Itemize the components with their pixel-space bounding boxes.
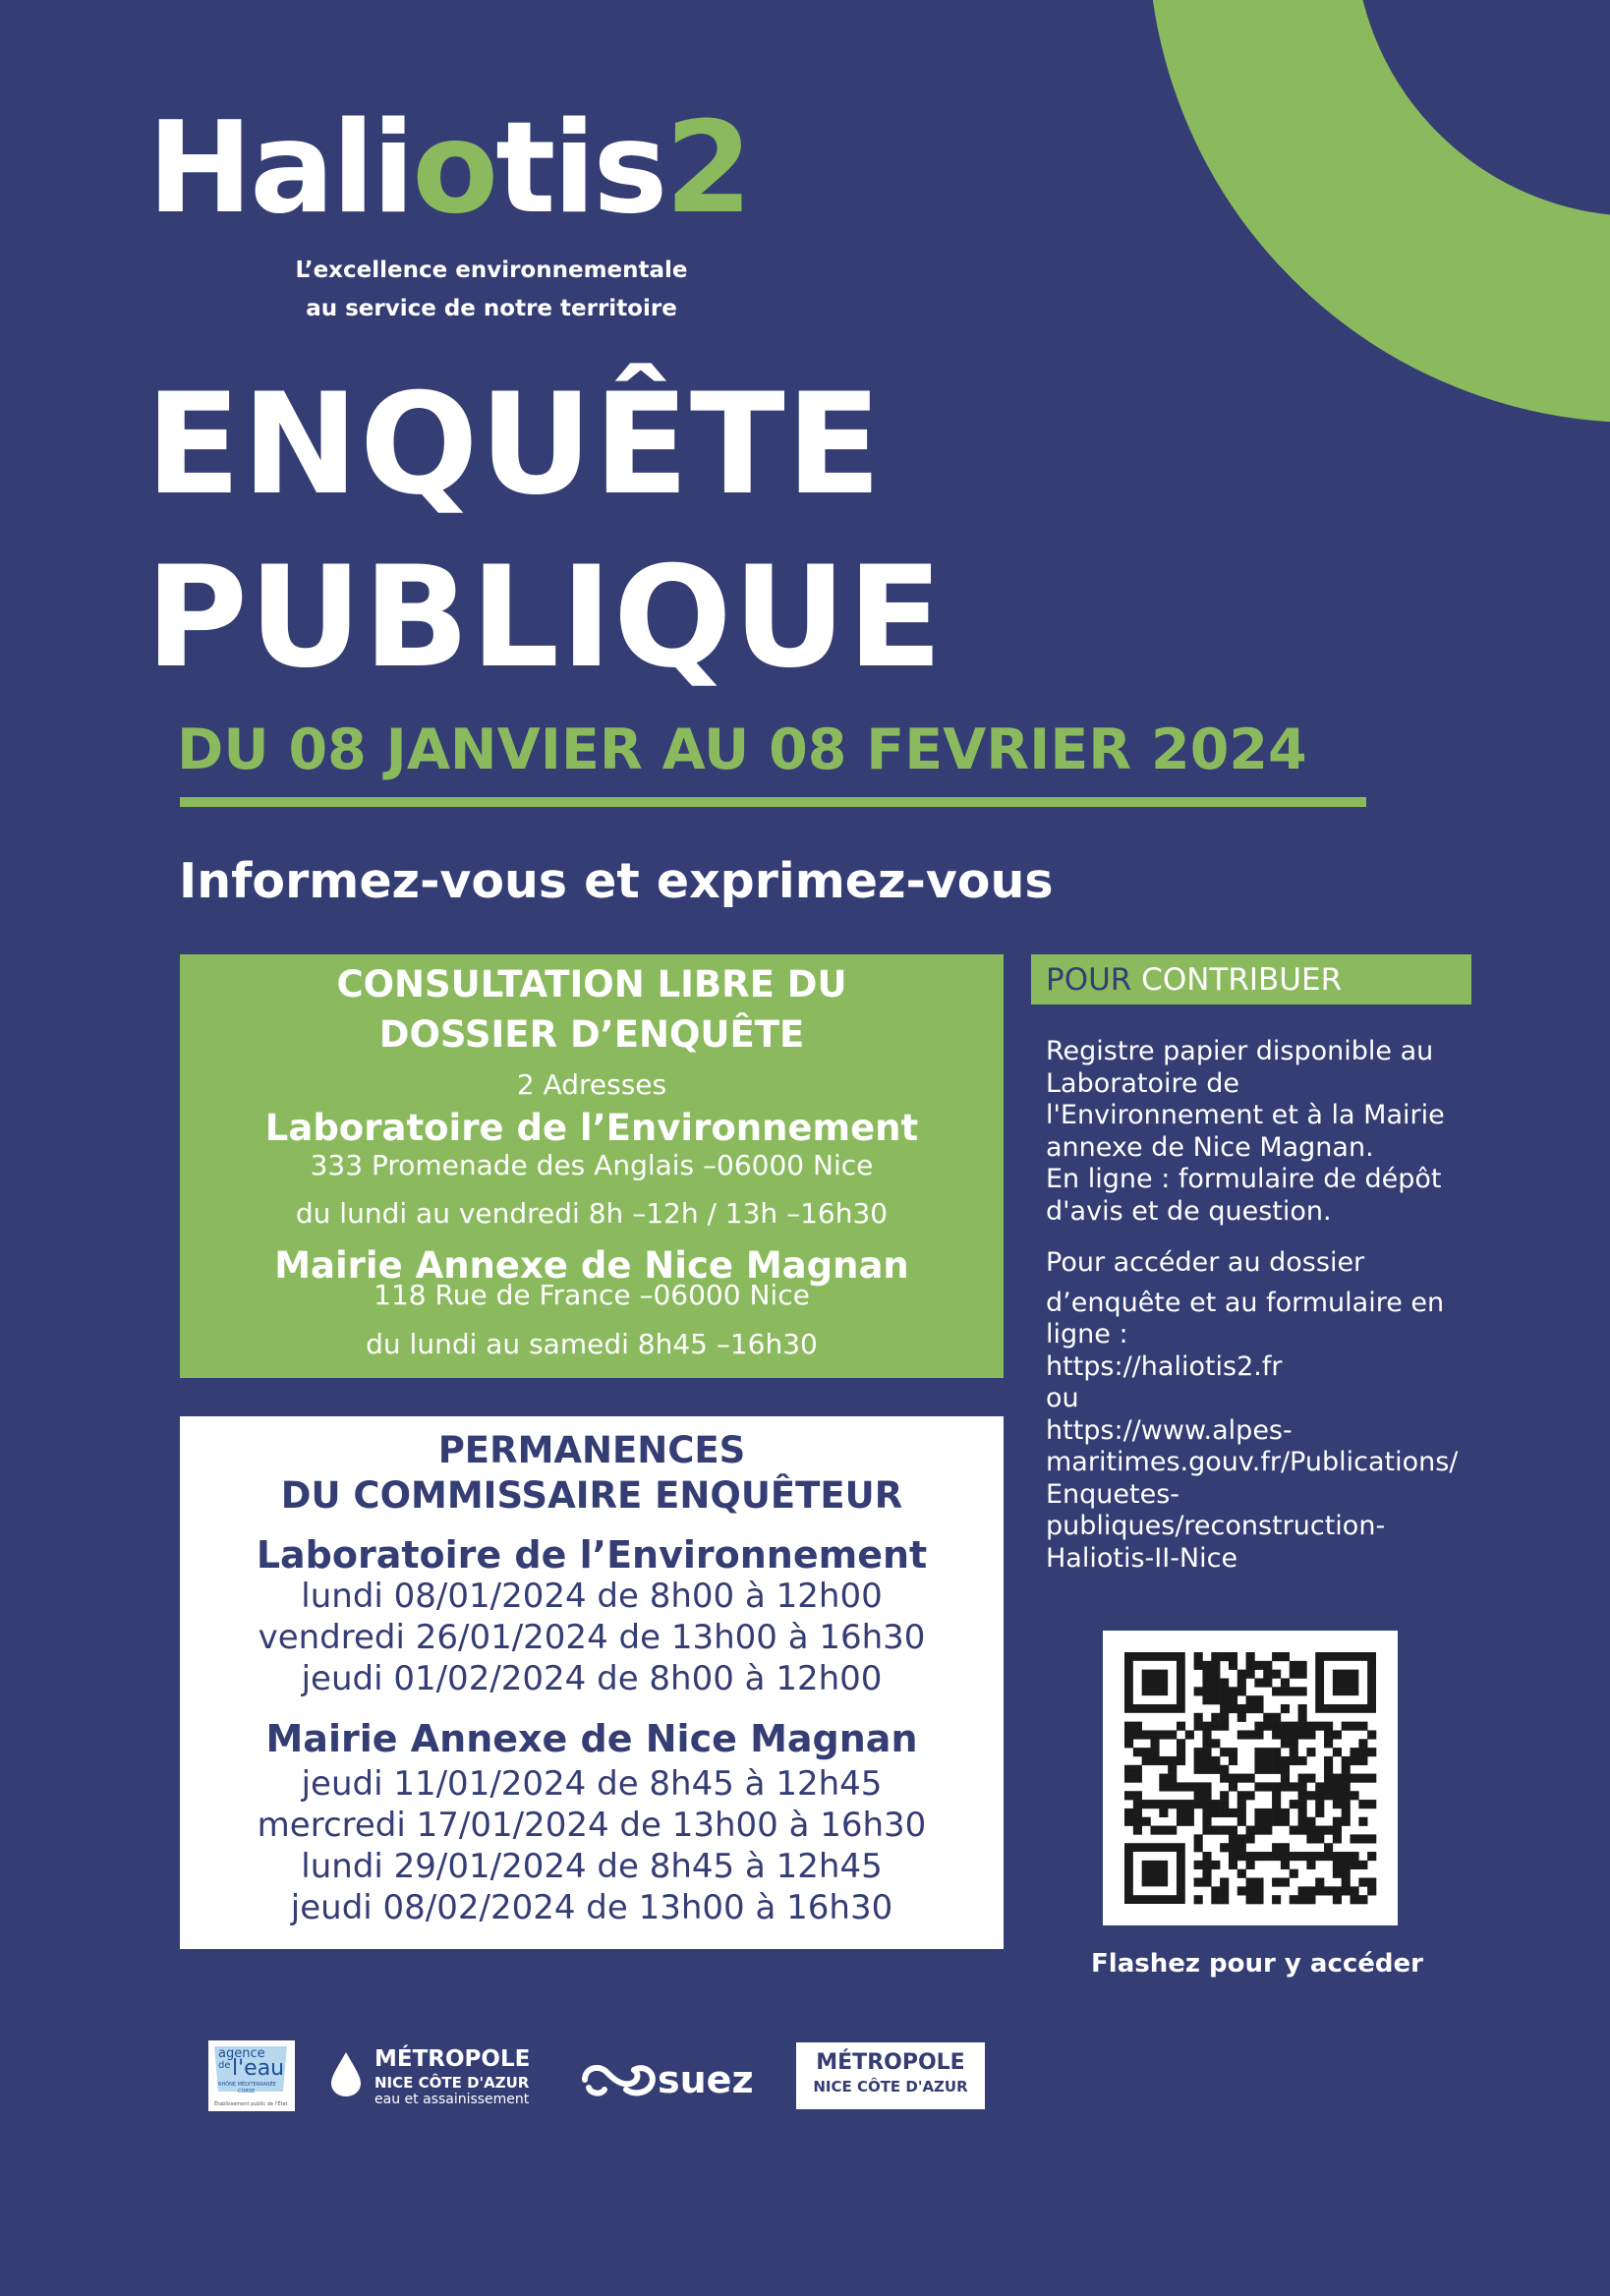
agence-logo-text: RHÔNE MÉDITERRANÉE [218, 2082, 276, 2088]
tagline-line: au service de notre territoire [306, 296, 677, 321]
contribute-line: l'Environnement et à la Mairie [1046, 1100, 1445, 1130]
page-title [145, 359, 944, 705]
brand-name-accent: 2 [664, 95, 750, 242]
addresses-count: 2 Adresses [516, 1068, 667, 1101]
metropole-eau-text: NICE CÔTE D'AZUR [374, 2074, 530, 2092]
contribute-line: d’enquête et au formulaire en [1046, 1287, 1445, 1318]
decorative-ring [1148, 0, 1610, 423]
suez-name: suez [658, 2058, 754, 2101]
metropole-logo-text: MÉTROPOLE [816, 2050, 965, 2075]
tagline-line: L’excellence environnementale [295, 258, 688, 283]
location-address: 118 Rue de France –06000 Nice [374, 1279, 810, 1311]
permanence-slot: jeudi 08/02/2024 de 13h00 à 16h30 [290, 1888, 893, 1927]
contribute-line: d'avis et de question. [1046, 1195, 1332, 1227]
metropole-logo [796, 2042, 985, 2109]
location-hours: du lundi au vendredi 8h –12h / 13h –16h30 [295, 1197, 889, 1230]
contribute-label [1046, 962, 1342, 998]
contribute-header [1031, 954, 1471, 1004]
agence-logo-text: agence [218, 2046, 265, 2061]
qr-code[interactable] [1103, 1631, 1398, 1925]
location-name: Laboratoire de l’Environnement [256, 1533, 928, 1577]
permanences-heading: DU COMMISSAIRE ENQUÊTEUR [280, 1474, 903, 1517]
permanences-heading: PERMANENCES [437, 1429, 746, 1471]
agence-logo-text: de [218, 2060, 231, 2071]
metropole-eau-text: eau et assainissement [374, 2092, 530, 2107]
prefecture-link[interactable]: publiques/reconstruction- [1046, 1511, 1386, 1541]
contribute-line: Pour accéder au dossier [1046, 1247, 1365, 1278]
permanence-slot: vendredi 26/01/2024 de 13h00 à 16h30 [258, 1618, 926, 1657]
prefecture-link[interactable]: Enquetes- [1046, 1478, 1180, 1510]
date-underline [180, 797, 1366, 807]
permanence-slot: jeudi 01/02/2024 de 8h00 à 12h00 [301, 1659, 883, 1698]
contribute-label-part: POUR [1046, 962, 1132, 998]
prefecture-link[interactable]: https://www.alpes- [1046, 1414, 1293, 1446]
location-address: 333 Promenade des Anglais –06000 Nice [310, 1149, 874, 1181]
metropole-eau-logo [329, 2046, 555, 2115]
permanence-slot: lundi 29/01/2024 de 8h45 à 12h45 [301, 1847, 883, 1886]
contribute-label-part: CONTRIBUER [1131, 962, 1343, 998]
subtitle: Informez-vous et exprimez-vous [179, 853, 1054, 909]
contribute-text [1046, 1036, 1498, 1575]
qr-caption: Flashez pour y accéder [1091, 1949, 1423, 1979]
consultation-heading [180, 959, 1004, 1060]
agence-eau-logo [208, 2040, 295, 2111]
metropole-logo-text: NICE CÔTE D'AZUR [813, 2078, 968, 2095]
permanence-slot: jeudi 11/01/2024 de 8h45 à 12h45 [301, 1764, 883, 1804]
contribute-line: annexe de Nice Magnan. [1046, 1131, 1374, 1163]
suez-wave-icon [581, 2060, 658, 2099]
permanence-slot: lundi 08/01/2024 de 8h00 à 12h00 [301, 1577, 883, 1616]
page-title-line: ENQUÊTE [145, 364, 883, 526]
agence-logo-text: CORSE [238, 2089, 256, 2095]
suez-logo [581, 2056, 768, 2105]
location-name: Mairie Annexe de Nice Magnan [265, 1717, 918, 1760]
prefecture-link[interactable]: maritimes.gouv.fr/Publications/ [1046, 1447, 1459, 1477]
contribute-line: Registre papier disponible au [1046, 1036, 1434, 1066]
tagline [147, 252, 835, 328]
consultation-heading-line: CONSULTATION LIBRE DU [336, 963, 847, 1005]
consultation-panel [180, 954, 1004, 1378]
agence-logo-text: l'eau [232, 2056, 285, 2081]
agence-logo-text: Établissement public de l'État [214, 2101, 288, 2107]
location-name: Mairie Annexe de Nice Magnan [274, 1244, 909, 1287]
consultation-heading-line: DOSSIER D’ENQUÊTE [378, 1013, 805, 1056]
qr-code-icon [1103, 1631, 1398, 1925]
brand-name-part: Hali [147, 95, 413, 242]
brand-name-accent: o [412, 95, 496, 242]
contribute-line: ligne : [1046, 1319, 1128, 1349]
page-title-line: PUBLIQUE [145, 537, 944, 699]
permanence-slot: mercredi 17/01/2024 de 13h00 à 16h30 [257, 1806, 927, 1845]
date-range: DU 08 JANVIER AU 08 FEVRIER 2024 [177, 718, 1307, 782]
contribute-line: ou [1046, 1383, 1079, 1413]
permanences-panel [180, 1416, 1004, 1949]
prefecture-link[interactable]: Haliotis-II-Nice [1046, 1542, 1238, 1574]
brand-logo [147, 95, 750, 242]
brand-name-part: tis [495, 95, 665, 242]
contribute-line: En ligne : formulaire de dépôt [1046, 1164, 1442, 1194]
website-link[interactable]: https://haliotis2.fr [1046, 1350, 1283, 1382]
contribute-line: Laboratoire de [1046, 1067, 1239, 1099]
water-drop-icon [329, 2050, 363, 2097]
location-name: Laboratoire de l’Environnement [264, 1107, 919, 1149]
location-hours: du lundi au samedi 8h45 –16h30 [366, 1328, 818, 1360]
metropole-eau-text: MÉTROPOLE [374, 2046, 531, 2072]
